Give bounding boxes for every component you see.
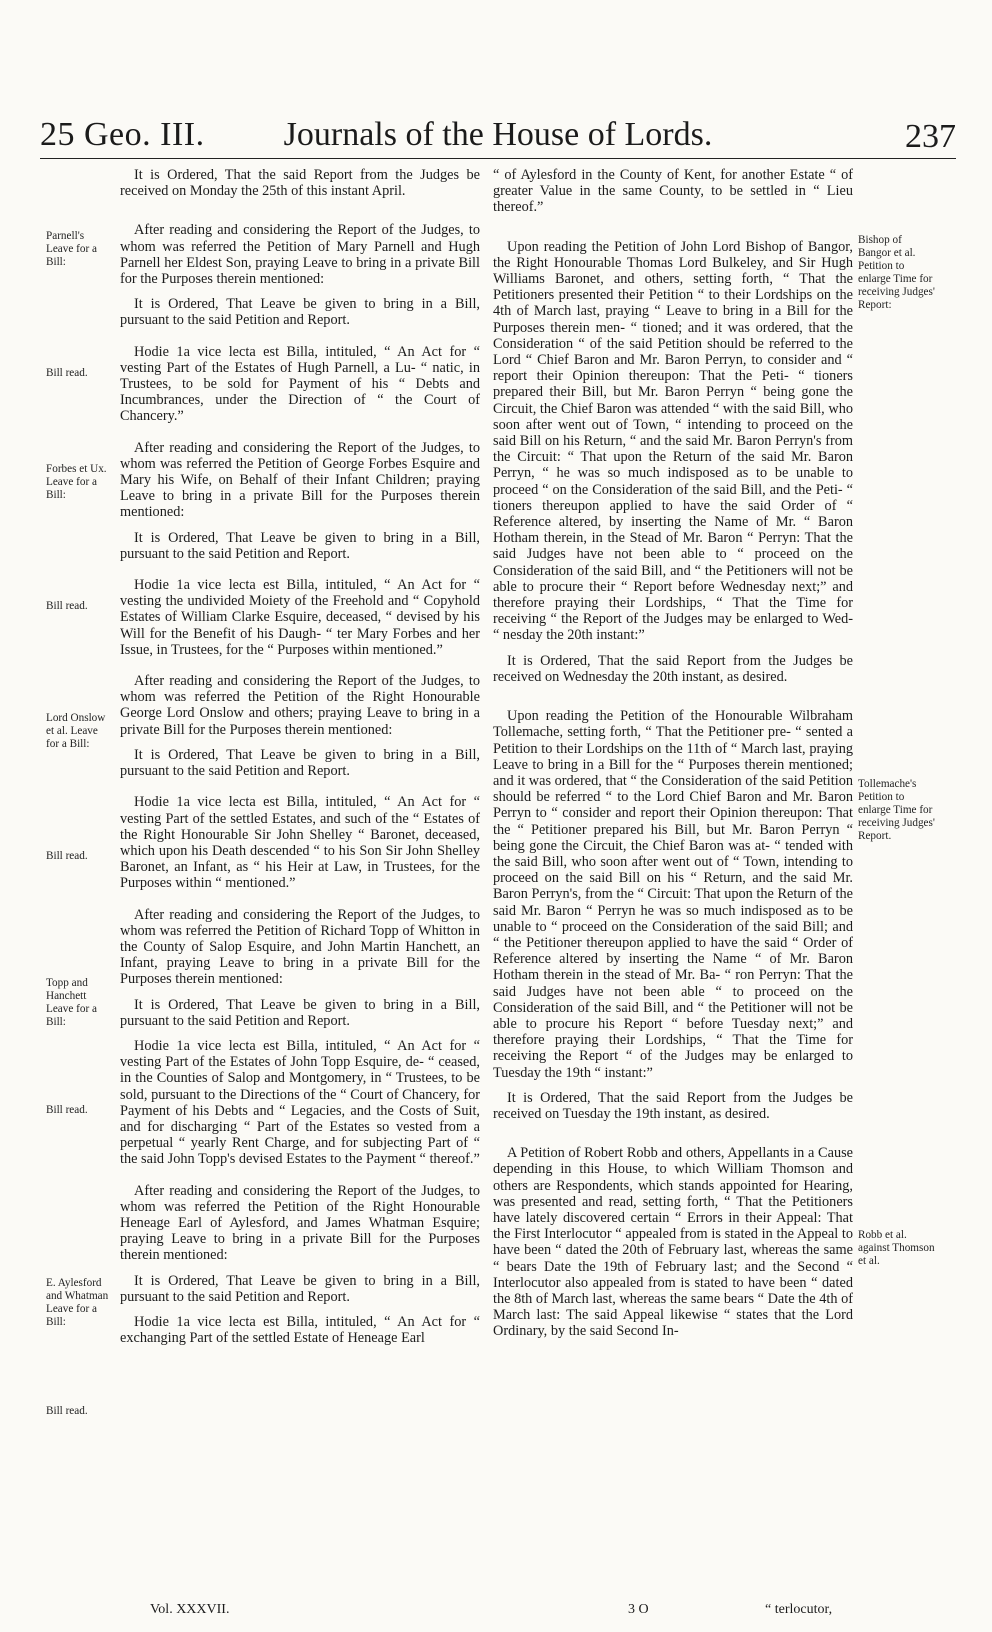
order-paragraph: It is Ordered, That Leave be given to bring in a Bill, pursuant to the said Petition and Report. <box>120 746 480 780</box>
margin-note-onslow: Lord Onslow et al. Leave for a Bill: <box>46 712 106 750</box>
margin-note-topp: Topp and Hanchett Leave for a Bill: <box>46 977 97 1028</box>
order-paragraph: It is Ordered, That the said Report from the Judges be received on Tuesday the 19th instant, as desired. <box>493 1089 853 1122</box>
petition-paragraph: Upon reading the Petition of John Lord Bishop of Bangor, the Right Honourable Thomas Lord Bulkeley, and Sir Hugh Williams Baronet, and others, setting forth, “ That the Petitioners presented their Petition “ to their Lordships on the 4th of March last, praying “ Leave to bring in a Bill for the Purposes therein men- “ tioned; and it was ordered, that the Consideration “ of the said Petition should be referred to the Lord “ Chief Baron and Mr. Baron Perryn, to consider and “ report their Opinion thereupon: That the Peti- “ tioners prepared their Bill, but Mr. Baron Perryn “ being gone the Circuit, the Chief Baron was attended “ with the said Bill, who soon after went out of Town, “ intending to proceed on the said Bill on his Return, “ and the said Mr. Baron Perryn's from the Circuit: “ That upon the Return of the said Mr. Baron Perryn, “ he was so much indisposed as to be unable to proceed “ on the Consideration of the said Bill, and the Peti- “ tioners thereupon applied to have the said Order of “ Reference altered, by inserting the Name of Mr. “ Baron Hotham therein, in the Stead of Mr. Baron “ Perryn: That the said Judges have not been able to “ proceed on the Consideration of the said Bill, and “ the Petitioners will not be able to procure their “ Report before Wednesday next;” and therefore praying their Lordships, “ That the Time for receiving “ the Report of the Judges may be enlarged to Wed- “ nesday the 20th instant:” <box>493 238 853 644</box>
margin-note-bill-read: Bill read. <box>46 1405 88 1417</box>
margin-note-bill-read: Bill read. <box>46 1104 88 1116</box>
margin-note-robb: Robb et al. against Thomson et al. <box>858 1229 935 1267</box>
margin-note-aylesford: E. Aylesford and Whatman Leave for a Bill: <box>46 1277 109 1328</box>
petition-paragraph: After reading and considering the Report of the Judges, to whom was referred the Petition of the Right Honourable Heneage Earl of Aylesford, and James Whatman Esquire; praying Leave to bring in a private Bill for the Purposes therein mentioned: <box>120 1182 480 1264</box>
order-paragraph: It is Ordered, That Leave be given to bring in a Bill, pursuant to the said Petition and Report. <box>120 1272 480 1305</box>
journal-title: Journals of the House of Lords. <box>283 116 713 153</box>
petition-paragraph: After reading and considering the Report of the Judges, to whom was referred the Petition of Richard Topp of Whitton in the County of Salop Esquire, and John Martin Hanchett, an Infant, praying Leave to bring in a private Bill for the Purposes therein mentioned: <box>120 906 480 988</box>
bill-continuation: “ of Aylesford in the County of Kent, for another Estate “ of greater Value in the same County, to be settled in “ Lieu thereof.” <box>493 167 853 216</box>
petition-paragraph: Upon reading the Petition of the Honourable Wilbraham Tollemache, setting forth, “ That the Petitioner pre- “ sented a Petition to their Lordships on the 11th of “ March last, praying Leave to bring in a Bill for the “ Purposes therein mentioned; and it was ordered, that “ the Consideration of the said Petition should be referred “ to the Lord Chief Baron and Mr. Baron Perryn to “ consider and report their Opinion thereupon: That the “ Petitioner prepared his Bill, but Mr. Baron Perryn “ being gone the Circuit, the Chief Baron was at- “ tended with the said Bill, who soon after went out of “ Town, intending to proceed on the said Bill on his “ Return, and the said Mr. Baron Perryn's, from the “ Circuit: That upon the Return of the said Mr. Baron “ Perryn he was so much indisposed as to be unable to “ proceed on the Consideration of the said Bill; and “ the Petitioner thereupon applied to have the said “ Order of Reference altered by inserting the Name “ of Mr. Baron Hotham therein in the stead of Mr. Ba- “ ron Perryn: That the said Judges have not been able “ to proceed on the Consideration of the said Bill, and “ the Petitioner will not be able to procure his Report “ before Tuesday next;” and therefore praying their Lordships, “ That the Time for receiving the Report “ of the Judges may be enlarged to Tuesday the 19th “ instant:” <box>493 708 853 1081</box>
order-paragraph: It is Ordered, That Leave be given to bring in a Bill, pursuant to the said Petition and Report. <box>120 529 480 562</box>
order-paragraph: It is Ordered, That the said Report from the Judges be received on Monday the 25th of this instant April. <box>120 167 480 200</box>
regnal-year: 25 Geo. III. <box>40 116 205 153</box>
bill-paragraph: Hodie 1a vice lecta est Billa, intituled, “ An Act for “ vesting Part of the Estates of Hugh Parnell, a Lu- “ natic, in Trustees, to be sold for Payment of his “ Debts and Incumbrances, under the Direction of “ the Court of Chancery.” <box>120 343 480 425</box>
order-paragraph: It is Ordered, That Leave be given to bring in a Bill, pursuant to the said Petition and Report. <box>120 296 480 329</box>
bill-paragraph: Hodie 1a vice lecta est Billa, intituled, “ An Act for “ exchanging Part of the settled Estate of Heneage Earl <box>120 1313 480 1347</box>
left-column <box>120 167 480 1355</box>
page-number: 237 <box>905 118 956 155</box>
margin-note-bill-read: Bill read. <box>46 600 88 612</box>
margin-note-forbes: Forbes et Ux. Leave for a Bill: <box>46 463 107 501</box>
margin-note-bill-read: Bill read. <box>46 850 88 862</box>
right-column <box>493 167 853 1349</box>
volume-number: Vol. XXXVII. <box>150 1602 230 1617</box>
margin-note-bill-read: Bill read. <box>46 367 88 379</box>
bill-paragraph: Hodie 1a vice lecta est Billa, intituled, “ An Act for “ vesting Part of the Estates of John Topp Esquire, de- “ ceased, in the Counties of Salop and Montgomery, in “ Trustees, to be sold, pursuant to the Directions of the “ Court of Chancery, for Payment of his Debts and “ Legacies, and the Costs of Suit, and for discharging “ Part of the Estates so vested from a perpetual “ yearly Rent Charge, and for subjecting Part of “ the said John Topp's devised Estates to the Payment “ thereof.” <box>120 1037 480 1168</box>
signature-mark: 3 O <box>628 1602 649 1617</box>
order-paragraph: It is Ordered, That Leave be given to bring in a Bill, pursuant to the said Petition and Report. <box>120 996 480 1029</box>
catchword: “ terlocutor, <box>765 1602 833 1617</box>
bill-paragraph: Hodie 1a vice lecta est Billa, intituled, “ An Act for “ vesting the undivided Moiety of the Freehold and “ Copyhold Estates of William Clarke Esquire, deceased, “ devised by his Will for the Benefit of his Daugh- “ ter Mary Forbes and her Issue, in Trustees, for the “ Purposes within mentioned.” <box>120 577 480 658</box>
margin-note-bangor: Bishop of Bangor et al. Petition to enlarge Time for receiving Judges' Report: <box>858 234 935 311</box>
page-header <box>40 112 956 159</box>
bill-paragraph: Hodie 1a vice lecta est Billa, intituled, “ An Act for “ vesting Part of the settled Estates, and such of the “ Estates of the Right Honourable Sir John Shelley “ Baronet, deceased, which upon his Death descended “ to his Son Sir John Shelley Baronet, an Infant, as “ his Heir at Law, in Trustees, for the Purposes within “ mentioned.” <box>120 794 480 892</box>
petition-paragraph: A Petition of Robert Robb and others, Appellants in a Cause depending in this House, to which William Thomson and others are Respondents, which stands appointed for Hearing, was presented and read, setting forth, “ That the Petitioners have lately discovered certain “ Errors in their Appeal: That the First Interlocutor “ appealed from is stated in the Appeal to have been “ dated the 20th of February last, whereas the same “ bears Date the 19th of February last; and the Second “ Interlocutor also appealed from is stated to have been “ dated the 8th of March last, whereas the same bears “ Date the 4th of March last: The said Appeal likewise “ states that the Lord Ordinary, by the said Second In- <box>493 1145 853 1340</box>
margin-note-tollemache: Tollemache's Petition to enlarge Time for receiving Judges' Report. <box>858 778 935 842</box>
petition-paragraph: After reading and considering the Report of the Judges, to whom was referred the Petition of George Forbes Esquire and Mary his Wife, on Behalf of their Infant Children; praying Leave to bring in a private Bill for the Purposes therein mentioned: <box>120 439 480 521</box>
margin-note-parnell: Parnell's Leave for a Bill: <box>46 230 97 268</box>
petition-paragraph: After reading and considering the Report of the Judges, to whom was referred the Petition of the Right Honourable George Lord Onslow and others; praying Leave to bring in a private Bill for the Purposes therein mentioned: <box>120 673 480 738</box>
order-paragraph: It is Ordered, That the said Report from the Judges be received on Wednesday the 20th instant, as desired. <box>493 652 853 685</box>
petition-paragraph: After reading and considering the Report of the Judges, to whom was referred the Petition of Mary Parnell and Hugh Parnell her Eldest Son, praying Leave to bring in a private Bill for the Purposes therein mentioned: <box>120 222 480 288</box>
